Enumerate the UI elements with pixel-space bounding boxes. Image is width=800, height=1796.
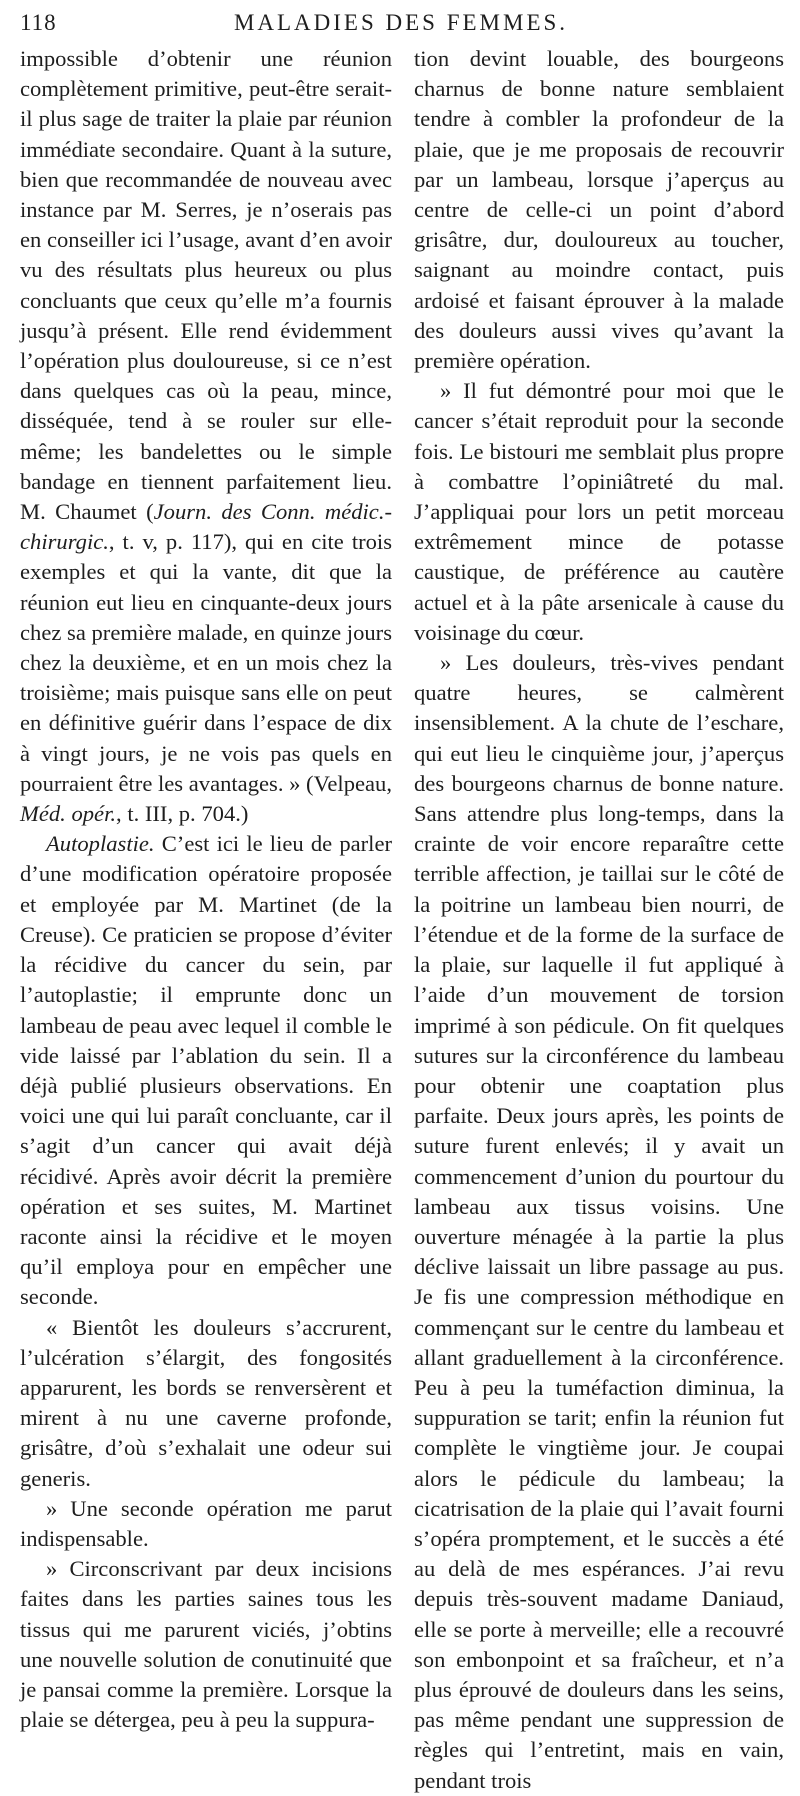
paragraph-4: » Une seconde opération me parut indispensable. [20,1495,392,1551]
text-run: impossible d’obtenir une réunion complètement primitive, peut-être serait-il plus sage de traiter la plaie par réunion immédiate secondaire. Quant à la suture, bien que recommandée de nouveau avec instance par M. Serres, je n’oserais pas en conseiller ici l’usage, avant d’en avoir vu des résultats plus heureux ou plus concluants que ceux qu’elle m’a fournis jusqu’à présent. Elle rend évidemment l’opération plus douloureuse, si ce n’est dans quelques cas où la peau, mince, disséquée, tend à se rouler sur elle-même; les bandelettes ou le simple bandage en tiennent parfaitement lieu. M. Chaumet ( [20,46,393,525]
text-run: , t. III, p. 704.) [116,801,249,827]
paragraph-8: » Les douleurs, très-vives pendant quatre heures, se calmèrent insensiblement. A la chute de l’eschare, qui eut lieu le cinquième jour, j’aperçus des bourgeons charnus de bonne nature. Sans attendre plus long-temps, dans la crainte de voir encore reparaître cette terrible affection, je taillai sur le côté de la poitrine un lambeau bien nourri, de l’étendue et de la forme de la surface de la plaie, sur laquelle il fut appliqué à l’aide d’un mouvement de torsion imprimé à son pédicule. On fit quelques sutures sur la circonférence du lambeau pour obtenir une coaptation plus parfaite. Deux jours après, les points de suture furent enlevés; il y avait un commencement d’union du pourtour du lambeau aux tissus voisins. Une ouverture ménagée à la partie la plus déclive laissait un libre passage au pus. Je fis une compression méthodique en commençant sur le centre du lambeau et allant graduellement à la circonférence. Peu à peu la tuméfaction diminua, la suppuration se tarit; enfin la réunion fut complète le vingtième jour. Je coupai alors le pédicule du lambeau; la cicatrisation de la plaie qui l’avait fourni s’opéra promptement, et le succès a été au delà de mes espérances. J’ai revu depuis très-souvent madame Daniaud, elle se porte à merveille; elle a recouvré son embonpoint et sa fraîcheur, et n’a plus éprouvé de douleurs dans les seins, pas même pendant une suppression de règles qui l’entretint, mais en vain, pendant trois [414,650,784,1793]
citation-title: Journ. des Conn. médic.-chirurgic. [20,499,392,555]
paragraph-5: » Circonscrivant par deux incisions faites dans les parties saines tous les tissus qui me parurent viciés, j’obtins une nouvelle solution de conutinuité que je pansai comme la première. Lorsque la plaie se détergea, peu à peu la suppura- [20,1556,392,1733]
page-header [20,8,782,38]
section-term: Autoplastie. [46,831,155,857]
paragraph-6: tion devint louable, des bourgeons charnus de bonne nature semblaient tendre à combler la profondeur de la plaie, que je me proposais de recouvrir par un lambeau, lorsque j’aperçus au centre de celle-ci un point d’abord grisâtre, dur, douloureux au toucher, saignant au moindre contact, puis ardoisé et faisant éprouver à la malade des douleurs aussi vives qu’avant la première opération. [414,46,784,374]
page-number: 118 [20,10,57,35]
paragraph-2 [20,829,392,1312]
right-column [414,44,784,1796]
paragraph-3: « Bientôt les douleurs s’accrurent, l’ulcération s’élargit, des fongosités apparurent, les bords se renversèrent et mirent à nu une caverne profonde, grisâtre, d’où s’exhalait une odeur sui generis. [20,1314,392,1491]
running-title: MALADIES DES FEMMES. [233,10,569,35]
left-column [20,44,392,1735]
paragraph-7: » Il fut démontré pour moi que le cancer s’était reproduit pour la seconde fois. Le bistouri me semblait plus propre à combattre l’opiniâtreté du mal. J’appliquai pour lors un petit morceau extrêmement mince de potasse caustique, de préférence au cautère actuel et à la pâte arsenicale à cause du voisinage du cœur. [414,378,784,645]
paragraph-1 [20,44,392,829]
citation-title: Méd. opér. [20,801,117,827]
text-run: C’est ici le lieu de parler d’une modification opératoire proposée et employée par M. Martinet (de la Creuse). Ce praticien se propose d’éviter la récidive du cancer du sein, par l’autoplastie; il emprunte donc un lambeau de peau avec lequel il comble le vide laissé par l’ablation du sein. Il a déjà publié plusieurs observations. En voici une qui lui paraît concluante, car il s’agit d’un cancer qui avait déjà récidivé. Après avoir décrit la première opération et ses suites, M. Martinet raconte ainsi la récidive et le moyen qu’il employa pour en empêcher une seconde. [20,831,392,1310]
text-run: , t. v, p. 117), qui en cite trois exemples et qui la vante, dit que la réunion eut lieu en cinquante-deux jours chez sa première malade, en quinze jours chez la deuxième, et en un mois chez la troisième; mais puisque sans elle on peut en définitive guérir dans l’espace de dix à vingt jours, je ne vois pas quels en pourraient être les avantages. » (Velpeau, [20,529,393,796]
